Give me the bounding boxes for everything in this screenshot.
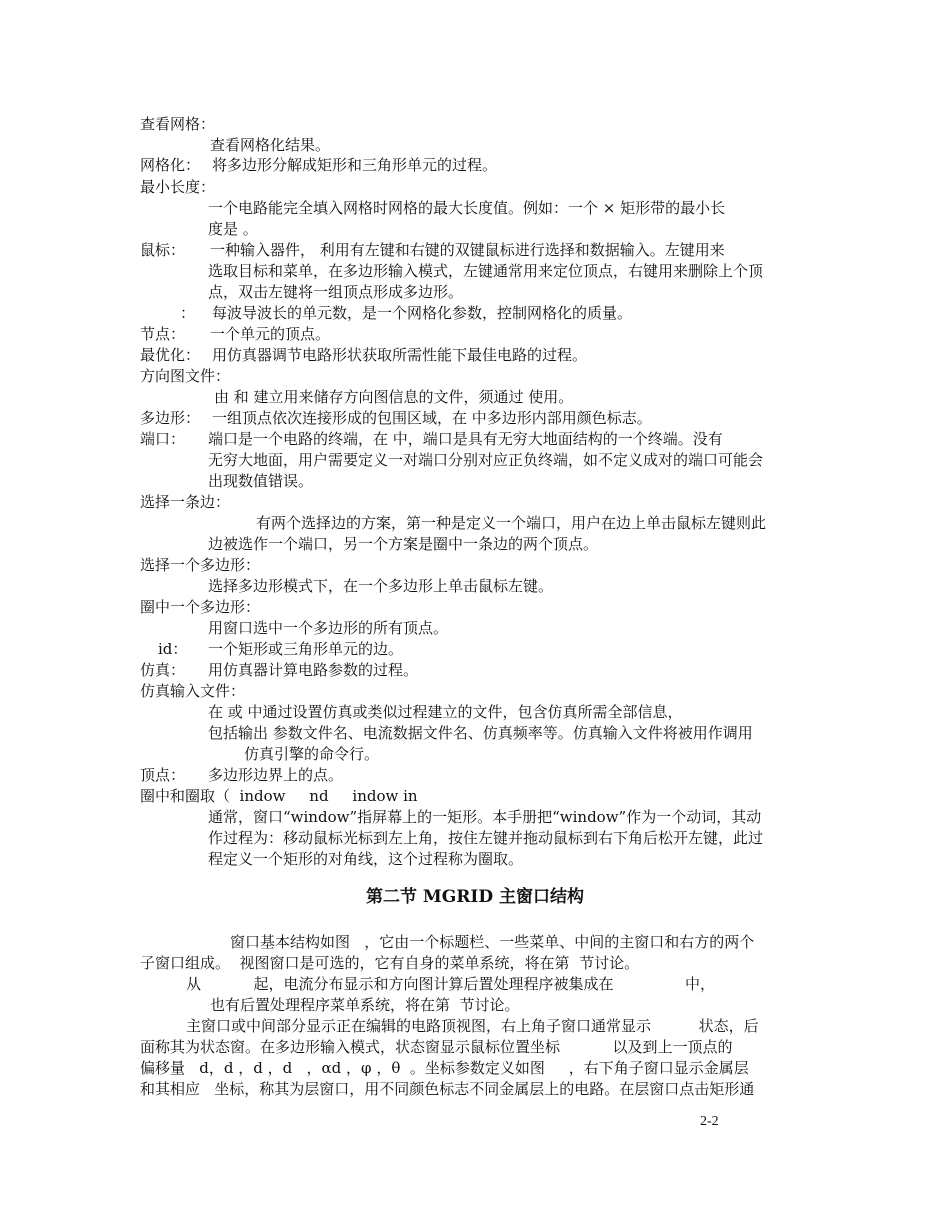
para1-line2: 子窗口组成。 视图窗口是可选的，它有自身的菜单系统，将在第 节讨论。 xyxy=(140,954,640,972)
term-mouse: 鼠标： xyxy=(140,241,186,259)
term-vertex: 顶点： xyxy=(140,766,186,784)
def-port-1: 端口是一个电路的终端，在 中，端口是具有无穷大地面结构的一个终端。没有 xyxy=(208,430,723,448)
def-sim-input-file-1: 在 或 中通过设置仿真或类似过程建立的文件，包含仿真所需全部信息， xyxy=(208,703,683,721)
def-simulation: 用仿真器计算电路参数的过程。 xyxy=(208,661,419,679)
term-sim-input-file: 仿真输入文件： xyxy=(140,682,246,700)
term-polygon: 多边形： xyxy=(140,409,201,427)
def-circle-polygon: 用窗口选中一个多边形的所有顶点。 xyxy=(208,619,449,637)
term-select-edge: 选择一条边： xyxy=(140,493,231,511)
para2-line2: 也有后置处理程序菜单系统，将在第 节讨论。 xyxy=(210,996,520,1014)
def-mouse-3: 点，双击左键将一组顶点形成多边形。 xyxy=(208,283,464,301)
para3-line4: 和其相应 坐标，称其为层窗口，用不同颜色标志不同金属层上的电路。在层窗口点击矩形通 xyxy=(140,1080,755,1098)
def-sim-input-file-2: 包括输出 参数文件名、电流数据文件名、仿真频率等。仿真输入文件将被用作调用 xyxy=(208,724,753,742)
def-view-mesh: 查看网格化结果。 xyxy=(210,136,331,154)
term-side: id： xyxy=(158,640,188,658)
def-port-2: 无穷大地面，用户需要定义一对端口分别对应正负终端，如不定义成对的端口可能会 xyxy=(208,451,764,469)
def-select-edge-1: 有两个选择边的方案，第一种是定义一个端口，用户在边上单击鼠标左键则此 xyxy=(256,514,767,532)
def-port-3: 出现数值错误。 xyxy=(208,472,314,490)
def-optimization: 用仿真器调节电路形状获取所需性能下最佳电路的过程。 xyxy=(212,346,588,364)
def-min-length-2: 度是 。 xyxy=(208,220,258,238)
def-window-1: 通常，窗口“window”指屏幕上的一矩形。本手册把“window”作为一个动词，其动 xyxy=(208,808,762,826)
def-sim-input-file-3: 仿真引擎的命令行。 xyxy=(244,745,380,763)
term-view-mesh: 查看网格： xyxy=(140,115,216,133)
term-direction-file: 方向图文件： xyxy=(140,367,231,385)
def-meshing: 将多边形分解成矩形和三角形单元的过程。 xyxy=(212,156,498,174)
term-circle-polygon: 圈中一个多边形： xyxy=(140,598,261,616)
term-cells-per-wavelength: ： xyxy=(180,304,196,322)
def-mouse-2: 选取目标和菜单，在多边形输入模式，左键通常用来定位顶点，右键用来删除上个顶 xyxy=(208,262,764,280)
def-window-2: 作过程为：移动鼠标光标到左上角，按住左键并拖动鼠标到右下角后松开左键，此过 xyxy=(208,829,764,847)
para3-line1: 主窗口或中间部分显示正在编辑的电路顶视图，右上角子窗口通常显示 状态，后 xyxy=(186,1017,759,1035)
para2-line1: 从 起，电流分布显示和方向图计算后置处理程序被集成在 中， xyxy=(186,975,715,993)
term-meshing: 网格化： xyxy=(140,156,201,174)
para3-line2: 面称其为状态窗。在多边形输入模式，状态窗显示鼠标位置坐标 以及到上一顶点的 xyxy=(140,1038,733,1056)
term-select-polygon: 选择一个多边形： xyxy=(140,556,261,574)
section-title: 第二节 MGRID 主窗口结构 xyxy=(366,887,584,907)
def-node: 一个单元的顶点。 xyxy=(210,325,331,343)
term-node: 节点： xyxy=(140,325,186,343)
term-port: 端口： xyxy=(140,430,186,448)
term-optimization: 最优化： xyxy=(140,346,201,364)
def-vertex: 多边形边界上的点。 xyxy=(208,766,344,784)
def-side: 一个矩形或三角形单元的边。 xyxy=(208,640,404,658)
def-window-3: 程定义一个矩形的对角线，这个过程称为圈取。 xyxy=(208,850,524,868)
def-min-length-1: 一个电路能完全填入网格时网格的最大长度值。例如：一个 × 矩形带的最小长 xyxy=(208,199,726,217)
para3-line3: 偏移量 d，d ，d ，d ，αd ，φ ，θ 。坐标参数定义如图 ，右下角子窗口显示金属层 xyxy=(140,1059,749,1077)
def-mouse-1: 一种输入器件， 利用有左键和右键的双键鼠标进行选择和数据输入。左键用来 xyxy=(210,241,725,259)
def-select-polygon: 选择多边形模式下，在一个多边形上单击鼠标左键。 xyxy=(208,577,554,595)
def-select-edge-2: 边被选作一个端口，另一个方案是圈中一条边的两个顶点。 xyxy=(208,535,599,553)
def-direction-file: 由 和 建立用来储存方向图信息的文件，须通过 使用。 xyxy=(214,388,574,406)
def-polygon: 一组顶点依次连接形成的包围区域，在 中多边形内部用颜色标志。 xyxy=(212,409,652,427)
term-window: 圈中和圈取（ indow nd indow in xyxy=(140,787,418,805)
page-number: 2-2 xyxy=(700,1114,719,1129)
term-simulation: 仿真： xyxy=(140,661,186,679)
para1-line1: 窗口基本结构如图 ，它由一个标题栏、一些菜单、中间的主窗口和右方的两个 xyxy=(230,933,755,951)
def-cells-per-wavelength: 每波导波长的单元数，是一个网格化参数，控制网格化的质量。 xyxy=(212,304,633,322)
term-min-length: 最小长度： xyxy=(140,178,216,196)
